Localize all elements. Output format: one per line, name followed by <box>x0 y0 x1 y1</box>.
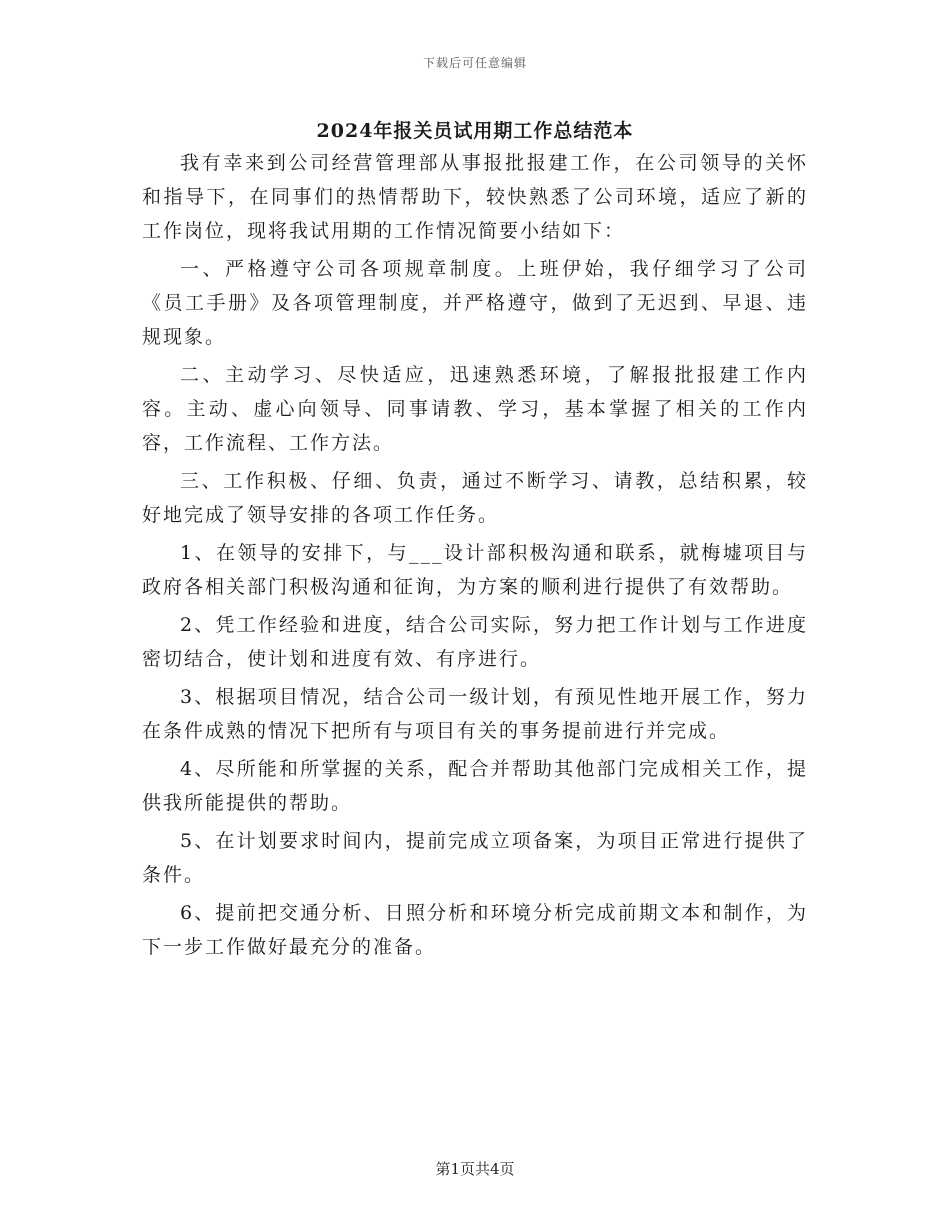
document-body <box>142 146 808 968</box>
paragraph-section-1: 一、严格遵守公司各项规章制度。上班伊始，我仔细学习了公司《员工手册》及各项管理制度，并严格遵守，做到了无迟到、早退、违规现象。 <box>142 258 808 348</box>
paragraph-item-4: 4、尽所能和所掌握的关系，配合并帮助其他部门完成相关工作，提供我所能提供的帮助。 <box>142 758 808 814</box>
paragraph-item-2: 2、凭工作经验和进度，结合公司实际，努力把工作计划与工作进度密切结合，使计划和进度有效、有序进行。 <box>142 614 808 670</box>
paragraph-section-2: 二、主动学习、尽快适应，迅速熟悉环境，了解报批报建工作内容。主动、虚心向领导、同事请教、学习，基本掌握了相关的工作内容，工作流程、工作方法。 <box>142 364 808 454</box>
paragraph-item-5: 5、在计划要求时间内，提前完成立项备案，为项目正常进行提供了条件。 <box>142 830 808 886</box>
paragraph-item-3: 3、根据项目情况，结合公司一级计划，有预见性地开展工作，努力在条件成熟的情况下把所有与项目有关的事务提前进行并完成。 <box>142 686 808 742</box>
paragraph-item-6: 6、提前把交通分析、日照分析和环境分析完成前期文本和制作，为下一步工作做好最充分的准备。 <box>142 902 808 958</box>
page-header-note: 下载后可任意编辑 <box>422 56 527 70</box>
paragraph-item-1: 1、在领导的安排下，与___设计部积极沟通和联系，就梅墟项目与政府各相关部门积极沟通和征询，为方案的顺利进行提供了有效帮助。 <box>142 542 808 598</box>
document-title: 2024年报关员试用期工作总结范本 <box>316 120 634 142</box>
page-number: 第1页共4页 <box>435 1160 515 1178</box>
paragraph-intro: 我有幸来到公司经营管理部从事报批报建工作，在公司领导的关怀和指导下，在同事们的热情帮助下，较快熟悉了公司环境，适应了新的工作岗位，现将我试用期的工作情况简要小结如下： <box>142 152 808 242</box>
paragraph-section-3: 三、工作积极、仔细、负责，通过不断学习、请教，总结积累，较好地完成了领导安排的各项工作任务。 <box>142 470 808 526</box>
